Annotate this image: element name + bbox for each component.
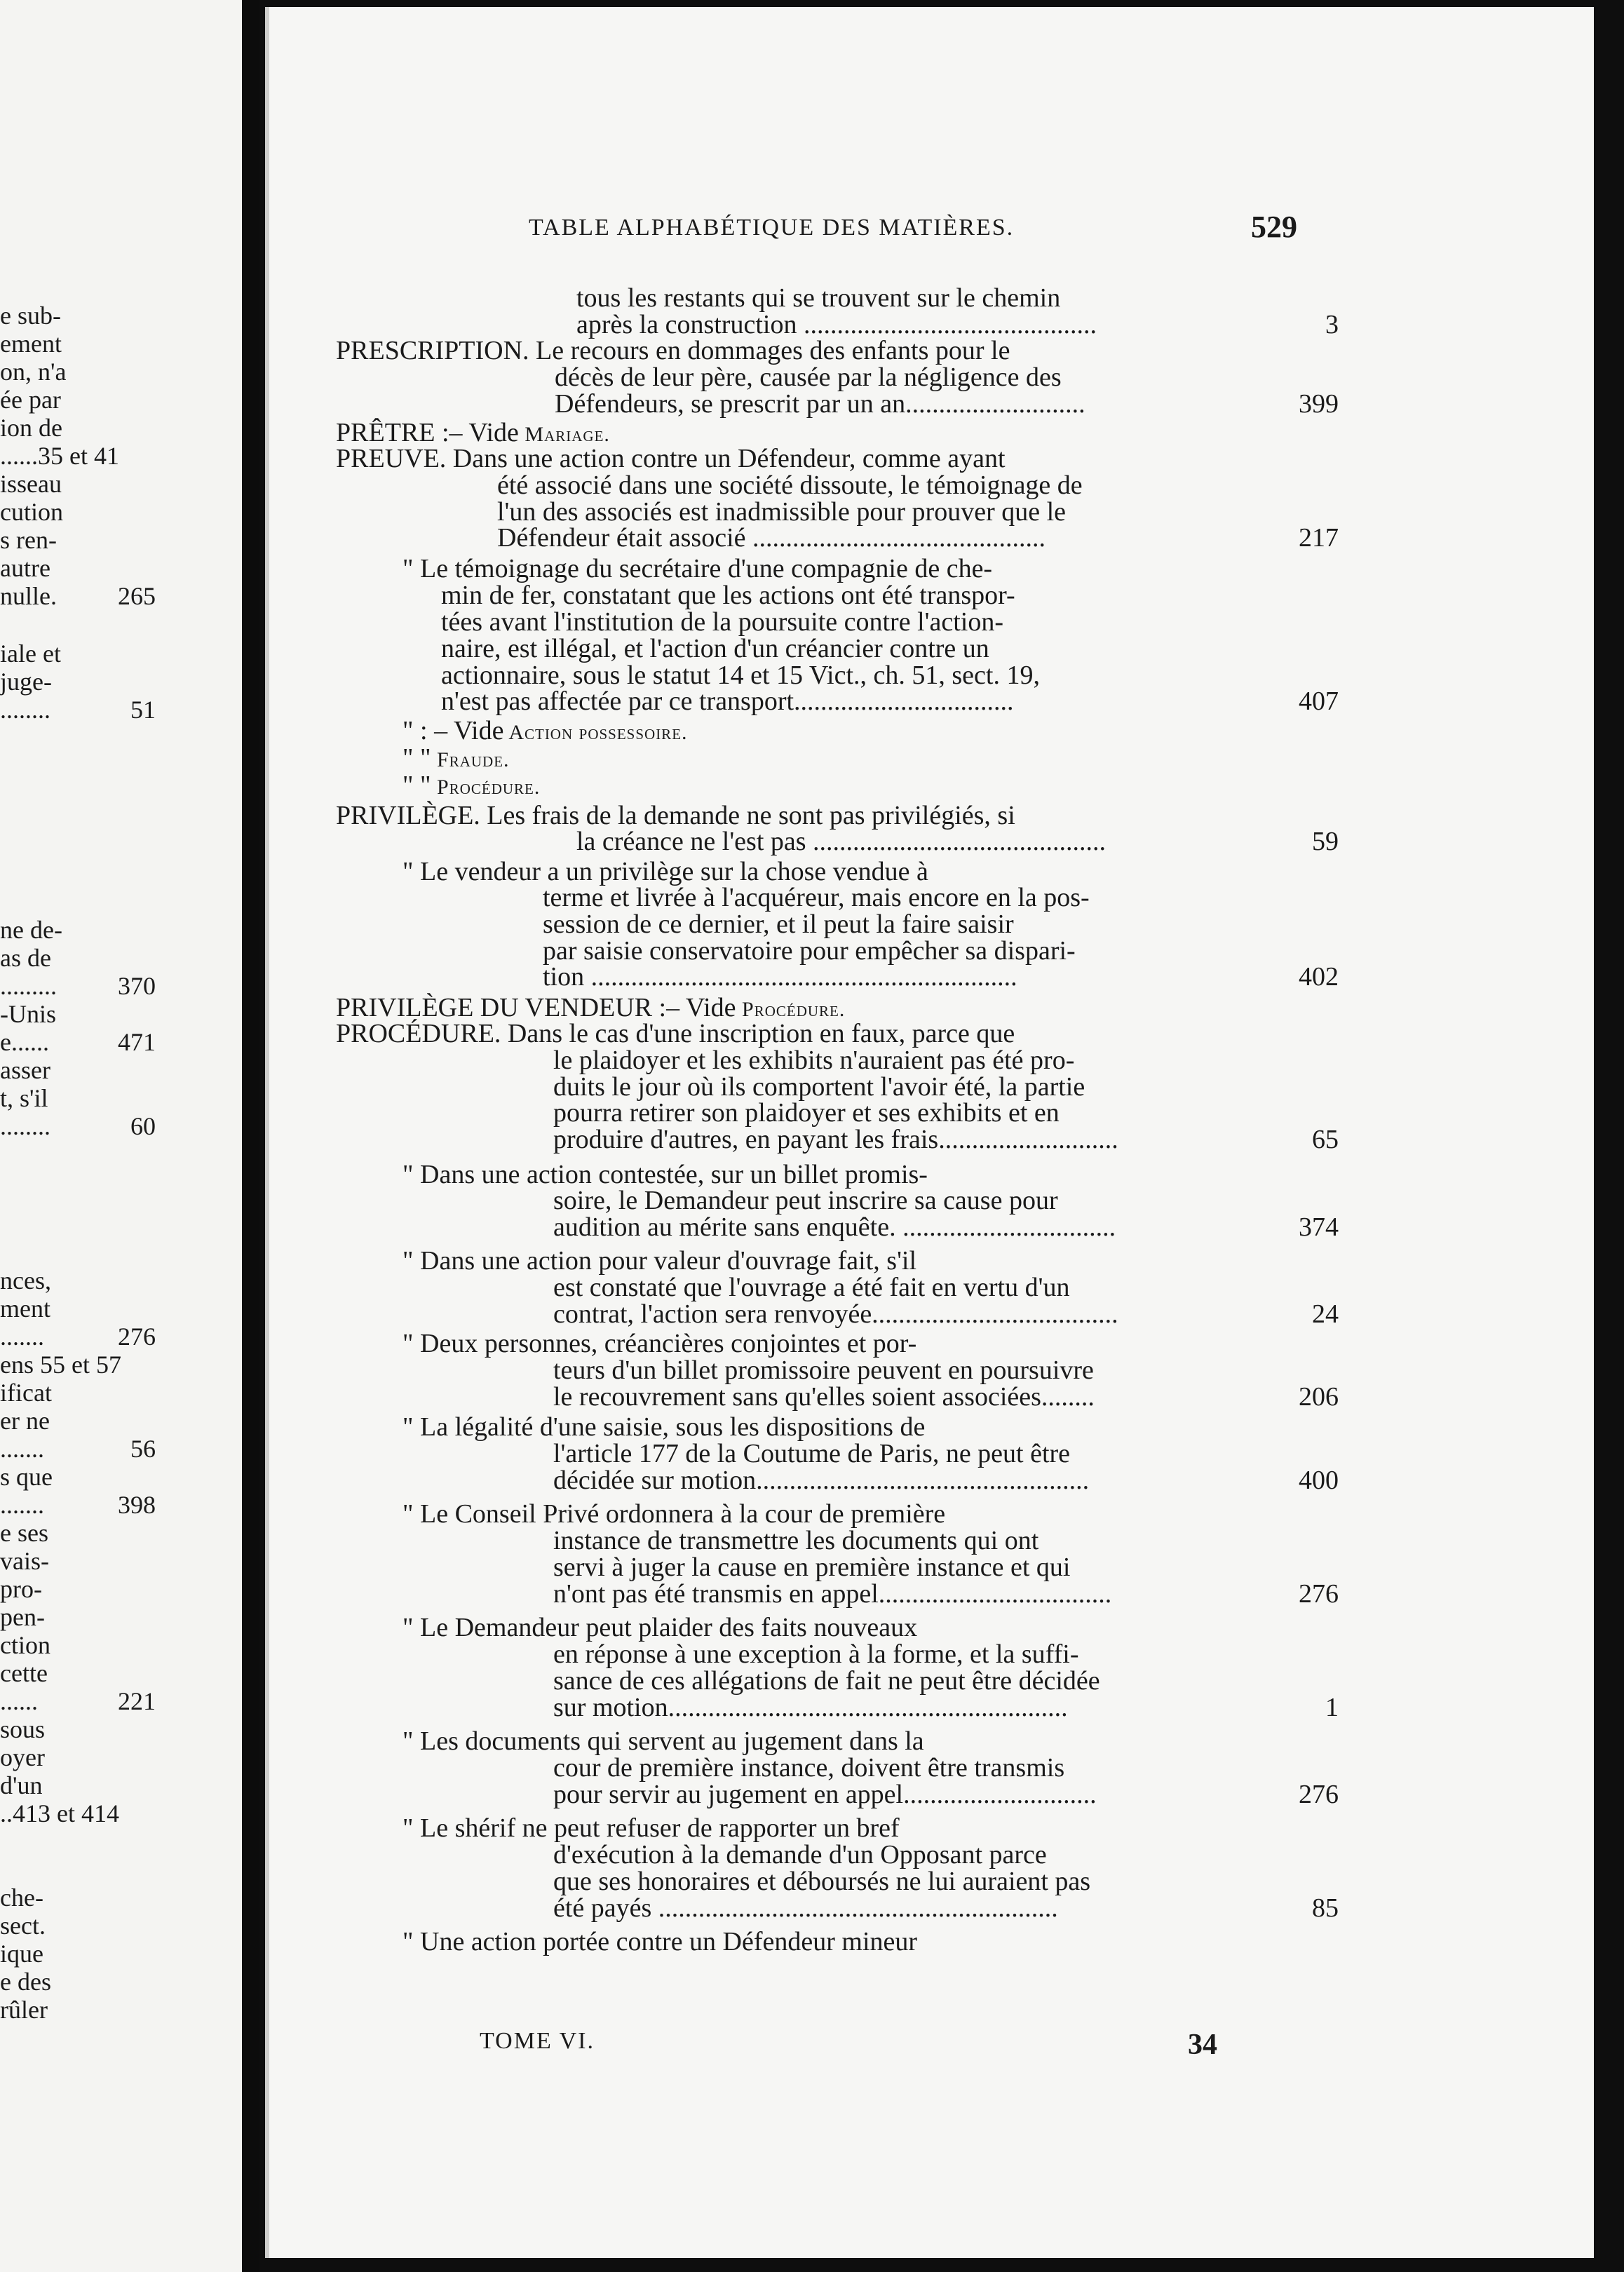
index-line — [269, 1893, 1598, 1921]
index-line-text: été payés ............................................................ — [553, 1893, 1058, 1923]
page-reference: 217 — [1299, 523, 1339, 553]
index-line — [269, 1299, 1598, 1327]
index-line-text: audition au mérite sans enquête. ................................ — [553, 1212, 1116, 1242]
index-line — [269, 309, 1598, 337]
index-line — [269, 1212, 1598, 1240]
index-line-text: contrat, l'action sera renvoyée..................................... — [553, 1299, 1118, 1329]
index-line-text: pour servir au jugement en appel............................. — [553, 1780, 1097, 1809]
index-line — [269, 770, 1598, 798]
index-line — [269, 417, 1598, 445]
cross-reference: Action possessoire. — [503, 721, 688, 744]
index-line-text: en réponse à une exception à la forme, et la suffi- — [553, 1639, 1079, 1669]
index-line — [269, 743, 1598, 771]
index-line — [269, 633, 1598, 661]
left-page-text: ...... — [0, 1687, 38, 1715]
index-line — [269, 522, 1598, 553]
page-reference: 276 — [1299, 1780, 1339, 1809]
left-page-number: 471 — [118, 1028, 156, 1056]
index-line-text: PREUVE. Dans une action contre un Défendeur, comme ayant — [336, 444, 1006, 473]
left-page-text: asser — [0, 1056, 50, 1084]
page-number: 529 — [1251, 210, 1297, 244]
left-page-text: d'un — [0, 1771, 43, 1799]
index-line-text: " Le témoignage du secrétaire d'une compagnie de che- — [402, 554, 993, 583]
left-page-text: pro- — [0, 1575, 42, 1603]
index-line — [269, 1639, 1598, 1667]
index-line — [269, 607, 1598, 635]
index-line-text: la créance ne l'est pas ............................................ — [576, 827, 1107, 856]
index-line — [269, 1124, 1598, 1152]
left-page-text: ..413 et 414 — [0, 1799, 119, 1827]
index-line — [269, 1866, 1598, 1894]
page-footer — [269, 2028, 1598, 2063]
left-page-number: 398 — [118, 1491, 156, 1519]
signature-mark: 34 — [1188, 2029, 1217, 2061]
left-page-number: 51 — [130, 696, 156, 724]
left-page-text: iale et — [0, 640, 61, 668]
index-line-text: " : – Vide Action possessoire. — [402, 716, 688, 745]
index-line — [269, 1045, 1598, 1073]
right-page — [259, 0, 1624, 2272]
page-reference: 374 — [1299, 1212, 1339, 1242]
left-page-number: 370 — [118, 972, 156, 1000]
left-page-text: oyer — [0, 1743, 45, 1771]
left-page-text: autre — [0, 554, 50, 582]
index-line-text: décès de leur père, causée par la négligence des — [555, 363, 1062, 392]
index-line — [269, 283, 1598, 311]
index-line — [269, 1665, 1598, 1696]
left-page-text: ....... — [0, 1435, 44, 1463]
index-line-text: que ses honoraires et déboursés ne lui auraient pas — [553, 1867, 1091, 1896]
index-line-text: est constaté que l'ouvrage a été fait en vertu d'un — [553, 1273, 1070, 1302]
page-reference: 206 — [1299, 1382, 1339, 1412]
left-page-text: sous — [0, 1715, 46, 1743]
page-reference: 407 — [1299, 687, 1339, 716]
index-line — [269, 1926, 1598, 1954]
index-line-text: Défendeur était associé ............................................ — [497, 523, 1046, 553]
left-page-text: cette — [0, 1659, 48, 1687]
left-page-text: ....... — [0, 1323, 44, 1351]
left-page-text: nces, — [0, 1266, 51, 1294]
left-page-text: ificat — [0, 1379, 52, 1407]
index-line-text: PRIVILÈGE DU VENDEUR :– Vide Procédure. — [336, 993, 846, 1022]
index-line-text: " Le shérif ne peut refuser de rapporter un bref — [402, 1813, 900, 1843]
index-line-text: tion ................................................................ — [543, 962, 1017, 992]
index-line — [269, 1185, 1598, 1213]
tome-label: TOME VI. — [480, 2028, 595, 2054]
index-line — [269, 1813, 1598, 1841]
left-page-number: 276 — [118, 1323, 156, 1351]
left-page-text: s que — [0, 1463, 53, 1491]
index-line-text: PRIVILÈGE. Les frais de la demande ne sont pas privilégiés, si — [336, 801, 1015, 830]
index-line-text: session de ce dernier, et il peut la faire saisir — [543, 910, 1014, 939]
index-line-text: " Une action portée contre un Défendeur mineur — [402, 1927, 918, 1956]
index-line-text: PRÊTRE :– Vide Mariage. — [336, 418, 610, 447]
index-line-text: PRESCRIPTION. Le recours en dommages des enfants pour le — [336, 336, 1010, 365]
index-line-text: été associé dans une société dissoute, le témoignage de — [497, 471, 1083, 500]
index-line — [269, 1752, 1598, 1783]
index-line-text: " Le Conseil Privé ordonnera à la cour de première — [402, 1499, 946, 1529]
index-line-text: " Le Demandeur peut plaider des faits nouveaux — [402, 1613, 918, 1642]
page-sheet — [265, 7, 1594, 2258]
index-line — [269, 1159, 1598, 1187]
page-reference: 65 — [1312, 1125, 1339, 1154]
index-line — [269, 1726, 1598, 1754]
index-line — [269, 992, 1598, 1020]
left-page-text: ....... — [0, 1491, 44, 1519]
page-gutter — [242, 0, 259, 2272]
index-line-text: sance de ces allégations de fait ne peut être décidée — [553, 1666, 1100, 1696]
index-line-text: naire, est illégal, et l'action d'un créancier contre un — [441, 634, 989, 663]
cross-reference: Mariage. — [518, 423, 610, 446]
index-line-text: PROCÉDURE. Dans le cas d'une inscription en faux, parce que — [336, 1019, 1015, 1048]
index-line-text: servi à juger la cause en première instance et qui — [553, 1553, 1071, 1582]
cross-reference: Procédure. — [431, 776, 541, 799]
left-page-number: 221 — [118, 1687, 156, 1715]
index-line-text: le recouvrement sans qu'elles soient associées........ — [553, 1382, 1095, 1412]
index-line-text: " Deux personnes, créancières conjointes et por- — [402, 1329, 917, 1358]
left-page-text: er ne — [0, 1407, 50, 1435]
page-reference: 402 — [1299, 962, 1339, 992]
page-reference: 1 — [1325, 1693, 1339, 1722]
index-line — [269, 553, 1598, 581]
left-page-text: cution — [0, 498, 63, 526]
left-page-text: ement — [0, 330, 62, 358]
page-reference: 59 — [1312, 827, 1339, 856]
index-line — [269, 1499, 1598, 1527]
index-line — [269, 470, 1598, 498]
page-reference: 3 — [1325, 310, 1339, 339]
left-page-number: 56 — [130, 1435, 156, 1463]
left-page-text: e ses — [0, 1519, 48, 1547]
index-line-text: teurs d'un billet promissoire peuvent en poursuivre — [553, 1355, 1094, 1385]
left-page-text: ion de — [0, 414, 62, 442]
index-line — [269, 335, 1598, 363]
left-page-text: as de — [0, 944, 51, 972]
index-line-text: n'est pas affectée par ce transport................................. — [441, 687, 1014, 716]
index-line-text: " La légalité d'une saisie, sous les dispositions de — [402, 1412, 926, 1442]
index-line — [269, 826, 1598, 854]
index-line — [269, 1552, 1598, 1580]
index-line — [269, 1438, 1598, 1466]
index-line — [269, 1018, 1598, 1046]
index-line-text: d'exécution à la demande d'un Opposant parce — [553, 1840, 1047, 1869]
index-line-text: " Dans une action contestée, sur un billet promis- — [402, 1160, 928, 1189]
index-line — [269, 1578, 1598, 1607]
index-line — [269, 496, 1598, 525]
index-line-text: cour de première instance, doivent être transmis — [553, 1753, 1065, 1783]
index-line-text: l'article 177 de la Coutume de Paris, ne peut être — [553, 1439, 1071, 1468]
left-page-text: ......35 et 41 — [0, 442, 119, 470]
left-page-text: ......... — [0, 972, 57, 1000]
left-page-text: ment — [0, 1294, 50, 1323]
index-line — [269, 686, 1598, 714]
index-line — [269, 1355, 1598, 1383]
index-line — [269, 856, 1598, 884]
index-line — [269, 362, 1598, 390]
left-page-text: ne de- — [0, 916, 62, 944]
index-line — [269, 580, 1598, 608]
index-line-text: sur motion............................................................ — [553, 1693, 1068, 1722]
left-page-text: -Unis — [0, 1000, 56, 1028]
left-page-text: vais- — [0, 1547, 49, 1575]
left-page-text: sect. — [0, 1912, 46, 1940]
index-line — [269, 1412, 1598, 1440]
cross-reference: Fraude. — [431, 748, 510, 771]
index-line — [269, 882, 1598, 910]
index-line-text: instance de transmettre les documents qui ont — [553, 1526, 1039, 1555]
left-page-text: ........ — [0, 1112, 50, 1140]
index-line — [269, 715, 1598, 743]
index-line-text: par saisie conservatoire pour empêcher sa dispari- — [543, 936, 1076, 966]
left-page-text: rûler — [0, 1996, 48, 2024]
index-line-text: " Les documents qui servent au jugement dans la — [402, 1726, 924, 1756]
index-line — [269, 961, 1598, 992]
index-line-text: actionnaire, sous le statut 14 et 15 Vict., ch. 51, sect. 19, — [441, 661, 1040, 690]
index-line-text: " Dans une action pour valeur d'ouvrage fait, s'il — [402, 1246, 917, 1276]
index-line-text: tées avant l'institution de la poursuite contre l'action- — [441, 607, 1003, 637]
index-line — [269, 1465, 1598, 1493]
page-reference: 400 — [1299, 1466, 1339, 1495]
index-line-text: pourra retirer son plaidoyer et ses exhibits et en — [553, 1098, 1060, 1128]
index-line-text: soire, le Demandeur peut inscrire sa cause pour — [553, 1186, 1058, 1215]
page-reference: 24 — [1312, 1299, 1339, 1329]
left-page-text: nulle. — [0, 582, 57, 610]
index-line — [269, 1839, 1598, 1867]
left-page-text: juge- — [0, 668, 52, 696]
index-line — [269, 1779, 1598, 1807]
left-page-text: ée par — [0, 386, 61, 414]
index-line — [269, 1692, 1598, 1720]
index-line — [269, 1328, 1598, 1356]
index-line — [269, 388, 1598, 417]
left-page-text: ens 55 et 57 — [0, 1351, 121, 1379]
left-page-text: ique — [0, 1940, 43, 1968]
left-page-text: e sub- — [0, 302, 61, 330]
index-line-text: l'un des associés est inadmissible pour prouver que le — [497, 497, 1067, 527]
index-line — [269, 1097, 1598, 1128]
index-line-text: décidée sur motion.................................................. — [553, 1466, 1090, 1495]
index-line — [269, 1245, 1598, 1276]
index-line-text: Défendeurs, se prescrit par un an........................... — [555, 389, 1085, 419]
left-page-text: che- — [0, 1884, 43, 1912]
left-page-number: 60 — [130, 1112, 156, 1140]
index-line — [269, 1525, 1598, 1553]
index-line-text: après la construction ............................................ — [576, 310, 1097, 339]
index-line-text: tous les restants qui se trouvent sur le chemin — [576, 283, 1061, 313]
index-line-text: produire d'autres, en payant les frais........................... — [553, 1125, 1118, 1154]
index-line-text: terme et livrée à l'acquéreur, mais encore en la pos- — [543, 883, 1090, 912]
index-line — [269, 1071, 1598, 1100]
index-line — [269, 935, 1598, 966]
left-page-text: e des — [0, 1968, 51, 1996]
index-line-text: " " Procédure. — [402, 771, 541, 800]
index-line — [269, 1612, 1598, 1640]
index-line — [269, 660, 1598, 688]
index-line-text: n'ont pas été transmis en appel................................... — [553, 1579, 1112, 1609]
index-line — [269, 443, 1598, 471]
left-page-text: pen- — [0, 1603, 45, 1631]
index-line-text: " Le vendeur a un privilège sur la chose vendue à — [402, 857, 928, 886]
header-title: TABLE ALPHABÉTIQUE DES MATIÈRES. — [529, 215, 1015, 241]
left-page-text: ........ — [0, 696, 50, 724]
page-reference: 399 — [1299, 389, 1339, 419]
index-line — [269, 800, 1598, 828]
index-line-text: duits le jour où ils comportent l'avoir été, la partie — [553, 1072, 1085, 1102]
page-reference: 85 — [1312, 1893, 1339, 1923]
index-line — [269, 1272, 1598, 1300]
left-page-number: 265 — [118, 582, 156, 610]
left-page-text: on, n'a — [0, 358, 67, 386]
left-page-text: t, s'il — [0, 1084, 48, 1112]
index-line — [269, 1381, 1598, 1412]
cross-reference: Procédure. — [736, 998, 846, 1021]
left-page-fragment — [0, 0, 242, 2272]
index-line-text: le plaidoyer et les exhibits n'auraient pas été pro- — [553, 1046, 1075, 1075]
index-line-text: min de fer, constatant que les actions ont été transpor- — [441, 581, 1015, 610]
left-page-text: ction — [0, 1631, 50, 1659]
index-line-text: " " Fraude. — [402, 743, 510, 773]
left-page-text: e...... — [0, 1028, 49, 1056]
page-reference: 276 — [1299, 1579, 1339, 1609]
index-line — [269, 909, 1598, 937]
left-page-text: isseau — [0, 470, 62, 498]
left-page-text: s ren- — [0, 526, 57, 554]
running-header — [269, 209, 1598, 244]
